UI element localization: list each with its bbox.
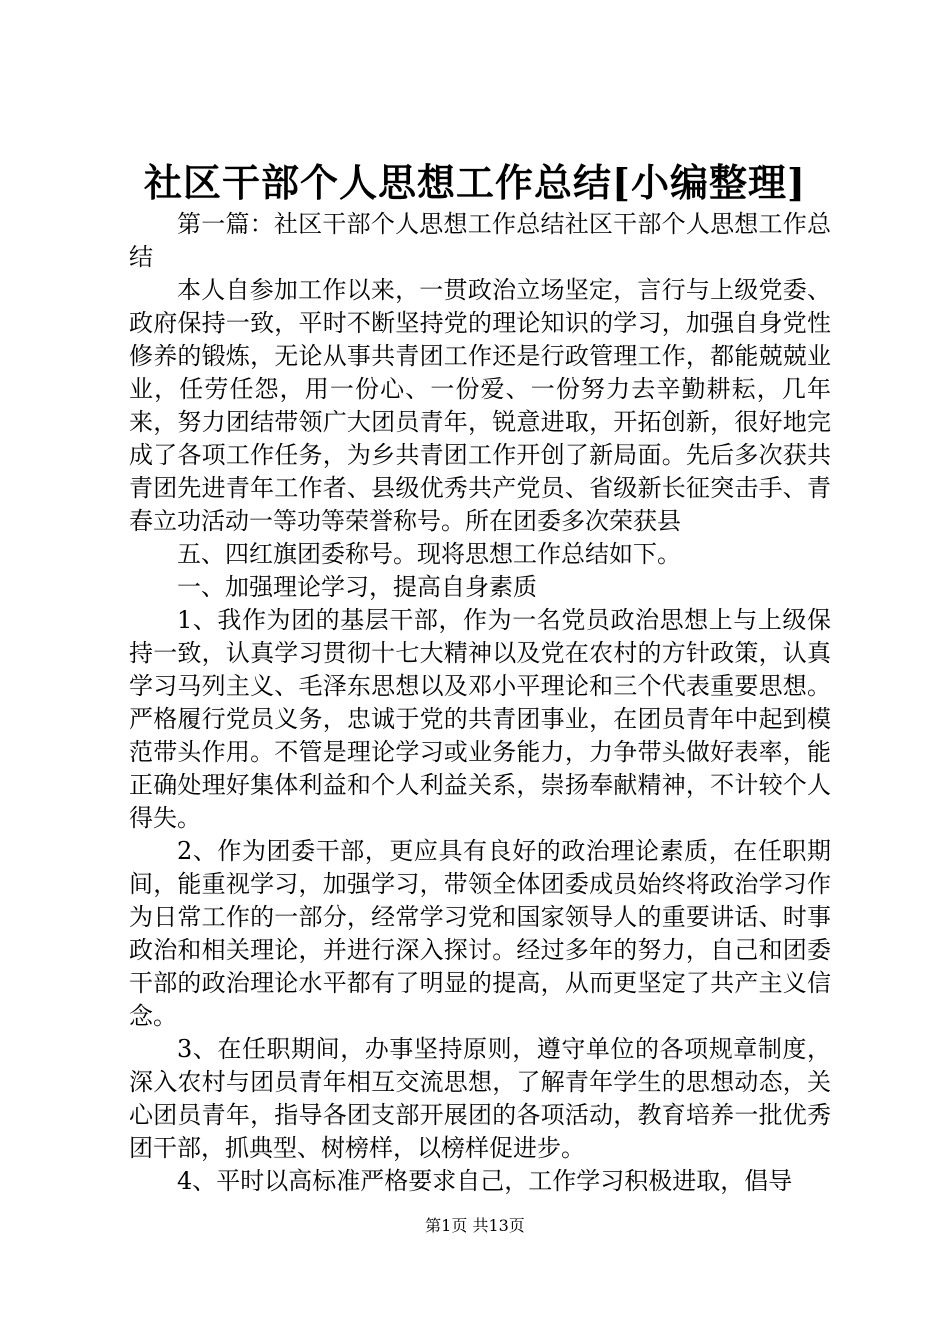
page-footer: 第1页 共13页 [425, 1216, 525, 1235]
paragraph: 五、四红旗团委称号。现将思想工作总结如下。 [177, 540, 681, 568]
paragraph: 一、加强理论学习，提高自身素质 [177, 573, 537, 601]
paragraph: 3、在任职期间，办事坚持原则，遵守单位的各项规章制度，深入农村与团员青年相互交流思想，了解青年学生的思想动态，关心团员青年，指导各团支部开展团的各项活动，教育培养一批优秀团干部，抓典型、树榜样，以榜样促进步。 [129, 1035, 831, 1162]
document-body [129, 208, 831, 1198]
paragraph: 2、作为团委干部，更应具有良好的政治理论素质，在任职期间，能重视学习，加强学习，带领全体团委成员始终将政治学习作为日常工作的一部分，经常学习党和国家领导人的重要讲话、时事政治和相关理论，并进行深入探讨。经过多年的努力，自己和团委干部的政治理论水平都有了明显的提高，从而更坚定了共产主义信念。 [129, 837, 831, 1030]
paragraph: 本人自参加工作以来，一贯政治立场坚定，言行与上级党委、政府保持一致，平时不断坚持党的理论知识的学习，加强自身党性修养的锻炼，无论从事共青团工作还是行政管理工作，都能兢兢业业，任劳任怨，用一份心、一份爱、一份努力去辛勤耕耘，几年来，努力团结带领广大团员青年，锐意进取，开拓创新，很好地完成了各项工作任务，为乡共青团工作开创了新局面。先后多次获共青团先进青年工作者、县级优秀共产党员、省级新长征突击手、青春立功活动一等功等荣誉称号。所在团委多次荣获县 [129, 276, 831, 535]
paragraph: 第一篇：社区干部个人思想工作总结社区干部个人思想工作总结 [129, 210, 831, 271]
paragraph: 1、我作为团的基层干部，作为一名党员政治思想上与上级保持一致，认真学习贯彻十七大精神以及党在农村的方针政策，认真学习马列主义、毛泽东思想以及邓小平理论和三个代表重要思想。严格履行党员义务，忠诚于党的共青团事业，在团员青年中起到模范带头作用。不管是理论学习或业务能力，力争带头做好表率，能正确处理好集体利益和个人利益关系，崇扬奉献精神，不计较个人得失。 [129, 606, 831, 832]
document-title: 社区干部个人思想工作总结[小编整理] [144, 160, 806, 205]
paragraph: 4、平时以高标准严格要求自己，工作学习积极进取，倡导 [177, 1167, 793, 1195]
